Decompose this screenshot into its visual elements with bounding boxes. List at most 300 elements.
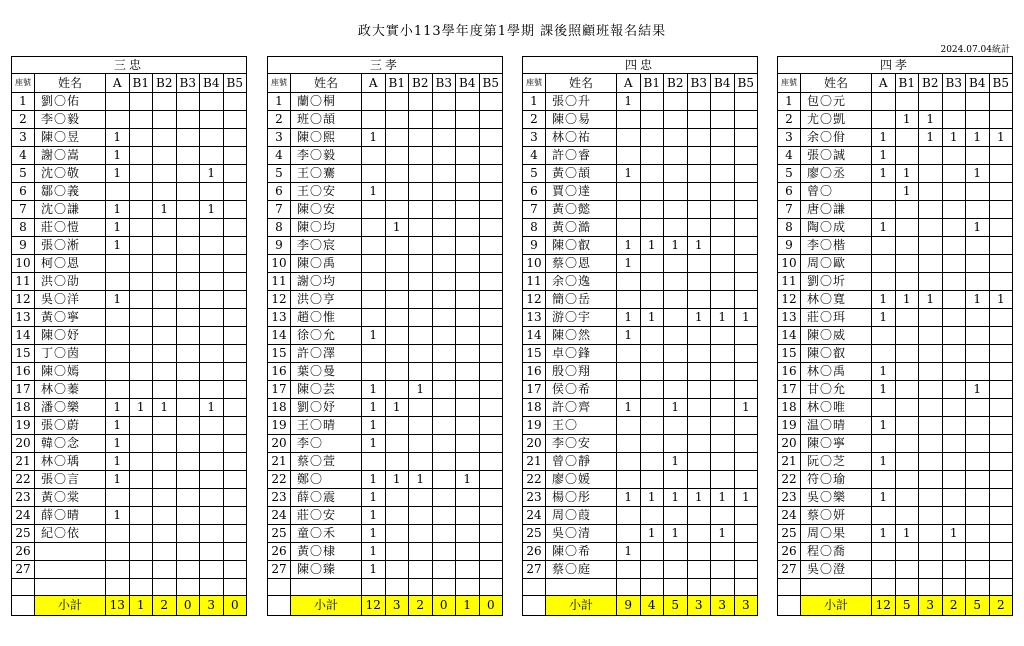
enrollment-cell — [942, 345, 966, 363]
seat-number: 15 — [268, 345, 291, 363]
enrollment-cell — [711, 183, 735, 201]
student-name: 張〇言 — [35, 471, 106, 489]
enrollment-cell — [456, 327, 480, 345]
enrollment-cell — [385, 417, 409, 435]
enrollment-cell — [200, 147, 224, 165]
enrollment-cell — [223, 453, 247, 471]
column-header: B1 — [129, 74, 153, 93]
enrollment-cell — [106, 309, 130, 327]
enrollment-cell — [153, 183, 177, 201]
seat-number: 5 — [778, 165, 801, 183]
enrollment-cell — [687, 273, 711, 291]
enrollment-cell — [640, 507, 664, 525]
enrollment-cell — [176, 291, 200, 309]
enrollment-cell — [432, 273, 456, 291]
enrollment-cell — [687, 543, 711, 561]
table-row — [778, 489, 1013, 507]
enrollment-cell — [919, 165, 943, 183]
enrollment-cell: 1 — [617, 489, 641, 507]
enrollment-cell — [734, 561, 758, 579]
seat-number: 2 — [523, 111, 546, 129]
student-name: 鄭〇 — [291, 471, 362, 489]
enrollment-cell — [617, 219, 641, 237]
enrollment-cell — [966, 237, 990, 255]
table-row — [523, 489, 758, 507]
seat-number: 16 — [778, 363, 801, 381]
enrollment-cell — [617, 453, 641, 471]
enrollment-cell — [432, 345, 456, 363]
page-title: 政大實小113學年度第1學期 課後照顧班報名結果 — [357, 24, 667, 39]
enrollment-cell — [687, 525, 711, 543]
student-name: 蔡〇恩 — [546, 255, 617, 273]
subtotal-value: 3 — [734, 596, 758, 616]
class-name: 四忠 — [523, 57, 758, 74]
table-row — [523, 327, 758, 345]
enrollment-cell — [989, 111, 1013, 129]
enrollment-cell — [409, 183, 433, 201]
empty-cell — [200, 579, 224, 596]
empty-cell — [966, 579, 990, 596]
enrollment-cell — [153, 453, 177, 471]
student-name: 林〇蓁 — [35, 381, 106, 399]
enrollment-cell — [895, 327, 919, 345]
enrollment-cell — [385, 507, 409, 525]
student-name: 劉〇圻 — [801, 273, 872, 291]
enrollment-cell — [362, 255, 386, 273]
enrollment-cell: 1 — [640, 525, 664, 543]
empty-cell — [523, 596, 546, 616]
enrollment-cell — [385, 273, 409, 291]
subtotal-value: 5 — [966, 596, 990, 616]
enrollment-cell — [872, 255, 896, 273]
seat-number: 26 — [268, 543, 291, 561]
enrollment-cell — [176, 309, 200, 327]
enrollment-cell — [223, 327, 247, 345]
enrollment-cell: 1 — [106, 453, 130, 471]
enrollment-cell — [106, 327, 130, 345]
enrollment-cell: 1 — [872, 363, 896, 381]
enrollment-cell — [919, 255, 943, 273]
table-row — [778, 219, 1013, 237]
empty-cell — [106, 579, 130, 596]
subtotal-label: 小計 — [35, 596, 106, 616]
table-row — [778, 129, 1013, 147]
seat-number: 15 — [523, 345, 546, 363]
student-name: 陳〇嫣 — [35, 363, 106, 381]
enrollment-cell — [385, 183, 409, 201]
table-row — [12, 183, 247, 201]
enrollment-cell — [129, 291, 153, 309]
enrollment-table — [522, 56, 758, 616]
table-row — [268, 525, 503, 543]
seat-number: 4 — [12, 147, 35, 165]
enrollment-cell — [640, 219, 664, 237]
enrollment-cell — [479, 219, 503, 237]
enrollment-cell — [432, 489, 456, 507]
enrollment-cell: 1 — [711, 309, 735, 327]
seat-number: 11 — [778, 273, 801, 291]
enrollment-cell — [664, 309, 688, 327]
student-name: 李〇 — [291, 435, 362, 453]
empty-cell — [664, 579, 688, 596]
student-name: 陳〇然 — [546, 327, 617, 345]
student-name: 曾〇靜 — [546, 453, 617, 471]
table-row — [12, 543, 247, 561]
seat-number: 21 — [523, 453, 546, 471]
table-row — [778, 327, 1013, 345]
student-name: 張〇升 — [546, 93, 617, 111]
enrollment-cell: 1 — [153, 201, 177, 219]
enrollment-cell — [409, 453, 433, 471]
enrollment-cell — [872, 237, 896, 255]
enrollment-cell — [872, 201, 896, 219]
table-row — [268, 147, 503, 165]
enrollment-cell — [872, 345, 896, 363]
enrollment-cell — [711, 147, 735, 165]
enrollment-cell — [385, 489, 409, 507]
enrollment-cell: 1 — [734, 399, 758, 417]
subtotal-label: 小計 — [291, 596, 362, 616]
seat-number: 21 — [268, 453, 291, 471]
enrollment-cell — [989, 255, 1013, 273]
enrollment-cell — [200, 255, 224, 273]
table-row — [523, 399, 758, 417]
enrollment-cell: 1 — [409, 471, 433, 489]
enrollment-cell — [734, 273, 758, 291]
enrollment-cell — [479, 111, 503, 129]
column-header: B4 — [456, 74, 480, 93]
enrollment-cell — [223, 255, 247, 273]
student-name: 張〇淅 — [35, 237, 106, 255]
student-name: 阮〇芝 — [801, 453, 872, 471]
class-table-1 — [11, 56, 246, 616]
enrollment-cell: 1 — [872, 453, 896, 471]
enrollment-cell — [942, 165, 966, 183]
table-row — [778, 561, 1013, 579]
enrollment-cell — [711, 129, 735, 147]
table-row — [778, 147, 1013, 165]
enrollment-cell — [153, 345, 177, 363]
table-row — [778, 201, 1013, 219]
subtotal-value: 12 — [362, 596, 386, 616]
enrollment-cell — [640, 363, 664, 381]
enrollment-cell: 1 — [617, 399, 641, 417]
enrollment-cell — [989, 183, 1013, 201]
enrollment-cell — [432, 219, 456, 237]
seat-number: 5 — [12, 165, 35, 183]
seat-number: 24 — [523, 507, 546, 525]
enrollment-cell — [711, 381, 735, 399]
empty-cell — [223, 579, 247, 596]
enrollment-cell — [176, 345, 200, 363]
table-row — [523, 471, 758, 489]
enrollment-cell: 1 — [872, 291, 896, 309]
seat-number: 21 — [12, 453, 35, 471]
enrollment-cell — [617, 417, 641, 435]
student-name: 李〇毅 — [291, 147, 362, 165]
table-row — [778, 381, 1013, 399]
enrollment-cell — [664, 111, 688, 129]
enrollment-cell — [409, 363, 433, 381]
enrollment-cell: 1 — [966, 165, 990, 183]
enrollment-cell — [153, 471, 177, 489]
enrollment-cell — [456, 543, 480, 561]
table-row — [778, 183, 1013, 201]
enrollment-cell — [456, 183, 480, 201]
enrollment-cell — [432, 165, 456, 183]
table-row — [12, 309, 247, 327]
enrollment-cell — [895, 417, 919, 435]
enrollment-cell — [919, 507, 943, 525]
student-name: 林〇禹 — [801, 363, 872, 381]
column-header: B3 — [942, 74, 966, 93]
enrollment-cell: 1 — [711, 525, 735, 543]
student-name: 陳〇臻 — [291, 561, 362, 579]
enrollment-cell — [942, 327, 966, 345]
enrollment-cell — [989, 327, 1013, 345]
enrollment-cell — [734, 111, 758, 129]
enrollment-cell — [479, 327, 503, 345]
student-name: 殷〇翔 — [546, 363, 617, 381]
class-table-2 — [267, 56, 502, 616]
student-name: 張〇蔚 — [35, 417, 106, 435]
enrollment-cell — [872, 543, 896, 561]
enrollment-cell — [409, 543, 433, 561]
seat-header: 座號 — [778, 74, 801, 93]
student-name: 薛〇震 — [291, 489, 362, 507]
enrollment-cell — [919, 93, 943, 111]
table-row — [778, 399, 1013, 417]
table-row — [12, 453, 247, 471]
enrollment-cell — [385, 255, 409, 273]
student-name: 許〇齊 — [546, 399, 617, 417]
seat-number: 19 — [778, 417, 801, 435]
student-name: 洪〇亨 — [291, 291, 362, 309]
enrollment-cell — [966, 489, 990, 507]
enrollment-cell: 1 — [734, 489, 758, 507]
enrollment-cell — [176, 453, 200, 471]
empty-cell — [385, 579, 409, 596]
enrollment-cell: 1 — [872, 525, 896, 543]
table-row — [12, 201, 247, 219]
seat-number: 9 — [523, 237, 546, 255]
enrollment-cell — [409, 345, 433, 363]
student-name: 余〇佾 — [801, 129, 872, 147]
table-row — [12, 165, 247, 183]
enrollment-cell — [432, 363, 456, 381]
student-name: 沈〇謙 — [35, 201, 106, 219]
enrollment-cell — [711, 507, 735, 525]
seat-number: 7 — [778, 201, 801, 219]
enrollment-cell — [479, 237, 503, 255]
seat-number: 8 — [268, 219, 291, 237]
enrollment-cell — [362, 219, 386, 237]
enrollment-cell: 1 — [200, 399, 224, 417]
name-header: 姓名 — [546, 74, 617, 93]
enrollment-cell — [942, 219, 966, 237]
enrollment-cell — [989, 417, 1013, 435]
enrollment-cell — [640, 327, 664, 345]
column-header: B5 — [223, 74, 247, 93]
enrollment-cell — [432, 111, 456, 129]
subtotal-row — [778, 596, 1013, 616]
table-row — [12, 417, 247, 435]
enrollment-cell — [966, 111, 990, 129]
enrollment-cell — [176, 489, 200, 507]
table-row — [523, 273, 758, 291]
enrollment-cell: 1 — [106, 237, 130, 255]
subtotal-label: 小計 — [801, 596, 872, 616]
table-row — [12, 327, 247, 345]
enrollment-cell — [711, 327, 735, 345]
class-name: 三忠 — [12, 57, 247, 74]
enrollment-cell — [942, 417, 966, 435]
seat-number: 16 — [268, 363, 291, 381]
seat-number: 6 — [778, 183, 801, 201]
enrollment-cell — [966, 417, 990, 435]
enrollment-cell — [200, 543, 224, 561]
enrollment-cell — [362, 237, 386, 255]
student-name: 楊〇彤 — [546, 489, 617, 507]
student-name: 柯〇恩 — [35, 255, 106, 273]
empty-cell — [479, 579, 503, 596]
student-name: 莊〇珥 — [801, 309, 872, 327]
enrollment-cell — [409, 399, 433, 417]
enrollment-cell: 1 — [362, 507, 386, 525]
enrollment-cell — [456, 489, 480, 507]
enrollment-cell — [432, 561, 456, 579]
enrollment-cell — [223, 111, 247, 129]
enrollment-cell: 1 — [942, 129, 966, 147]
enrollment-cell — [942, 507, 966, 525]
seat-number: 25 — [12, 525, 35, 543]
empty-cell — [640, 579, 664, 596]
enrollment-cell — [919, 435, 943, 453]
enrollment-cell — [479, 489, 503, 507]
enrollment-cell — [385, 363, 409, 381]
enrollment-cell — [176, 561, 200, 579]
enrollment-cell — [664, 129, 688, 147]
table-row — [268, 543, 503, 561]
enrollment-cell — [734, 237, 758, 255]
seat-number: 4 — [523, 147, 546, 165]
enrollment-cell — [385, 237, 409, 255]
seat-number: 8 — [523, 219, 546, 237]
enrollment-cell — [640, 273, 664, 291]
enrollment-cell — [456, 129, 480, 147]
enrollment-cell: 1 — [456, 471, 480, 489]
student-name: 林〇寬 — [801, 291, 872, 309]
enrollment-cell — [409, 489, 433, 507]
enrollment-cell — [942, 201, 966, 219]
enrollment-cell: 1 — [106, 399, 130, 417]
seat-number: 3 — [778, 129, 801, 147]
enrollment-cell: 1 — [872, 147, 896, 165]
enrollment-cell — [129, 435, 153, 453]
seat-number: 23 — [268, 489, 291, 507]
enrollment-cell — [966, 471, 990, 489]
seat-number: 9 — [12, 237, 35, 255]
enrollment-cell — [919, 327, 943, 345]
student-name: 王〇晴 — [291, 417, 362, 435]
enrollment-cell: 1 — [362, 561, 386, 579]
enrollment-cell — [362, 291, 386, 309]
enrollment-cell: 1 — [106, 435, 130, 453]
enrollment-cell: 1 — [106, 471, 130, 489]
table-row — [12, 147, 247, 165]
table-row — [268, 363, 503, 381]
enrollment-cell: 1 — [966, 381, 990, 399]
enrollment-cell — [687, 381, 711, 399]
enrollment-cell: 1 — [617, 165, 641, 183]
enrollment-cell — [362, 165, 386, 183]
subtotal-value: 3 — [200, 596, 224, 616]
enrollment-cell — [432, 507, 456, 525]
table-row — [268, 327, 503, 345]
seat-number: 16 — [523, 363, 546, 381]
empty-cell — [268, 579, 291, 596]
enrollment-cell — [664, 381, 688, 399]
enrollment-cell — [200, 417, 224, 435]
enrollment-cell — [153, 309, 177, 327]
enrollment-cell — [200, 453, 224, 471]
enrollment-cell — [966, 93, 990, 111]
enrollment-cell — [385, 129, 409, 147]
enrollment-cell — [456, 399, 480, 417]
table-row — [12, 255, 247, 273]
enrollment-cell — [617, 435, 641, 453]
table-row — [778, 291, 1013, 309]
empty-cell — [711, 579, 735, 596]
enrollment-cell: 1 — [106, 291, 130, 309]
enrollment-cell — [153, 93, 177, 111]
enrollment-cell — [176, 525, 200, 543]
enrollment-cell — [942, 471, 966, 489]
enrollment-cell — [872, 273, 896, 291]
student-name: 余〇逸 — [546, 273, 617, 291]
enrollment-cell — [872, 507, 896, 525]
enrollment-cell: 1 — [617, 327, 641, 345]
seat-number: 18 — [12, 399, 35, 417]
enrollment-cell — [479, 363, 503, 381]
enrollment-cell — [989, 525, 1013, 543]
table-row — [268, 489, 503, 507]
enrollment-cell — [362, 93, 386, 111]
enrollment-cell: 1 — [106, 165, 130, 183]
enrollment-cell — [153, 561, 177, 579]
enrollment-cell — [919, 273, 943, 291]
enrollment-cell — [176, 93, 200, 111]
seat-number: 18 — [523, 399, 546, 417]
enrollment-cell — [711, 453, 735, 471]
enrollment-cell — [409, 93, 433, 111]
empty-cell — [523, 579, 546, 596]
enrollment-cell — [200, 435, 224, 453]
empty-cell — [409, 579, 433, 596]
subtotal-value: 0 — [479, 596, 503, 616]
enrollment-cell — [479, 93, 503, 111]
seat-number: 11 — [523, 273, 546, 291]
enrollment-cell — [106, 183, 130, 201]
enrollment-cell — [664, 147, 688, 165]
enrollment-cell — [153, 435, 177, 453]
student-name: 黃〇懿 — [546, 201, 617, 219]
enrollment-cell — [734, 453, 758, 471]
enrollment-cell — [640, 255, 664, 273]
table-row — [12, 381, 247, 399]
enrollment-cell — [895, 471, 919, 489]
student-name: 周〇歐 — [801, 255, 872, 273]
